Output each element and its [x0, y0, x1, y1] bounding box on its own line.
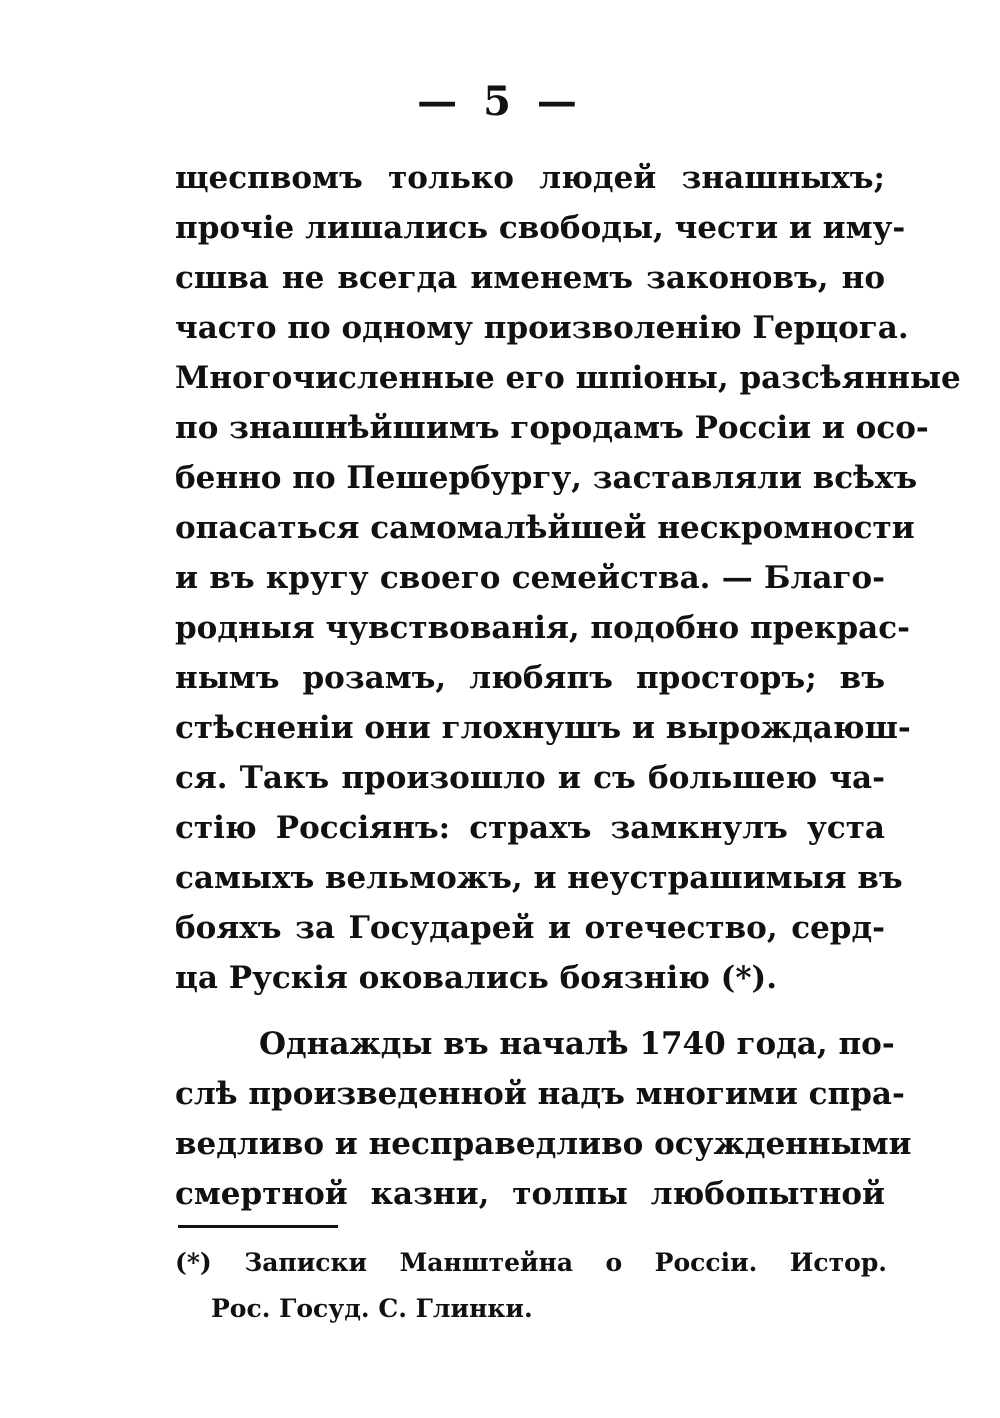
footnote-divider [178, 1225, 338, 1228]
text-line: Многочисленные его шпіоны, разсѣянные [175, 360, 961, 396]
text-line: щеспвомъ только людей знашныхъ; [175, 160, 885, 196]
text-line: стію Россіянъ: страхъ замкнулъ уста [175, 810, 885, 846]
text-line: ца Рускія оковались боязнію (*). [175, 960, 778, 996]
text-line: по знашнѣйшимъ городамъ Россіи и осо- [175, 410, 929, 446]
paragraph-2 [175, 1019, 912, 1219]
text-line: бенно по Пешербургу, заставляли всѣхъ [175, 460, 918, 496]
text-line: часто по одному произволенію Герцога. [175, 310, 909, 346]
text-line: бояхъ за Государей и отечество, серд- [175, 910, 885, 946]
text-line: сшва не всегда именемъ законовъ, но [175, 260, 885, 296]
text-line: смертной казни, толпы любопытной [175, 1176, 885, 1212]
paragraph-1 [175, 153, 961, 1003]
text-line: слѣ произведенной надъ многими спра- [175, 1076, 905, 1112]
text-line: прочіе лишались свободы, чести и иму- [175, 210, 906, 246]
page-number: — 5 — [417, 78, 583, 125]
text-line: ся. Такъ произошло и съ большею ча- [175, 760, 885, 796]
text-line: стѣсненіи они глохнушъ и вырождаюш- [175, 710, 911, 746]
body-text [175, 153, 961, 1219]
footnote [175, 1240, 887, 1332]
text-line: ведливо и несправедливо осужденными [175, 1126, 912, 1162]
footnote-line: (*) Записки Манштейна о Россіи. Истор. [175, 1248, 887, 1277]
text-line: и въ кругу своего семейства. — Благо- [175, 560, 885, 596]
text-line: опасаться самомалѣйшей нескромности [175, 510, 915, 546]
text-line: родныя чувствованія, подобно прекрас- [175, 610, 910, 646]
text-line: Однажды въ началѣ 1740 года, по- [259, 1026, 895, 1062]
text-line: нымъ розамъ, любяпъ просторъ; въ [175, 660, 885, 696]
paragraph-gap [175, 1003, 885, 1019]
text-line: самыхъ вельможъ, и неустрашимыя въ [175, 860, 903, 896]
footnote-line: Рос. Госуд. С. Глинки. [211, 1294, 533, 1323]
